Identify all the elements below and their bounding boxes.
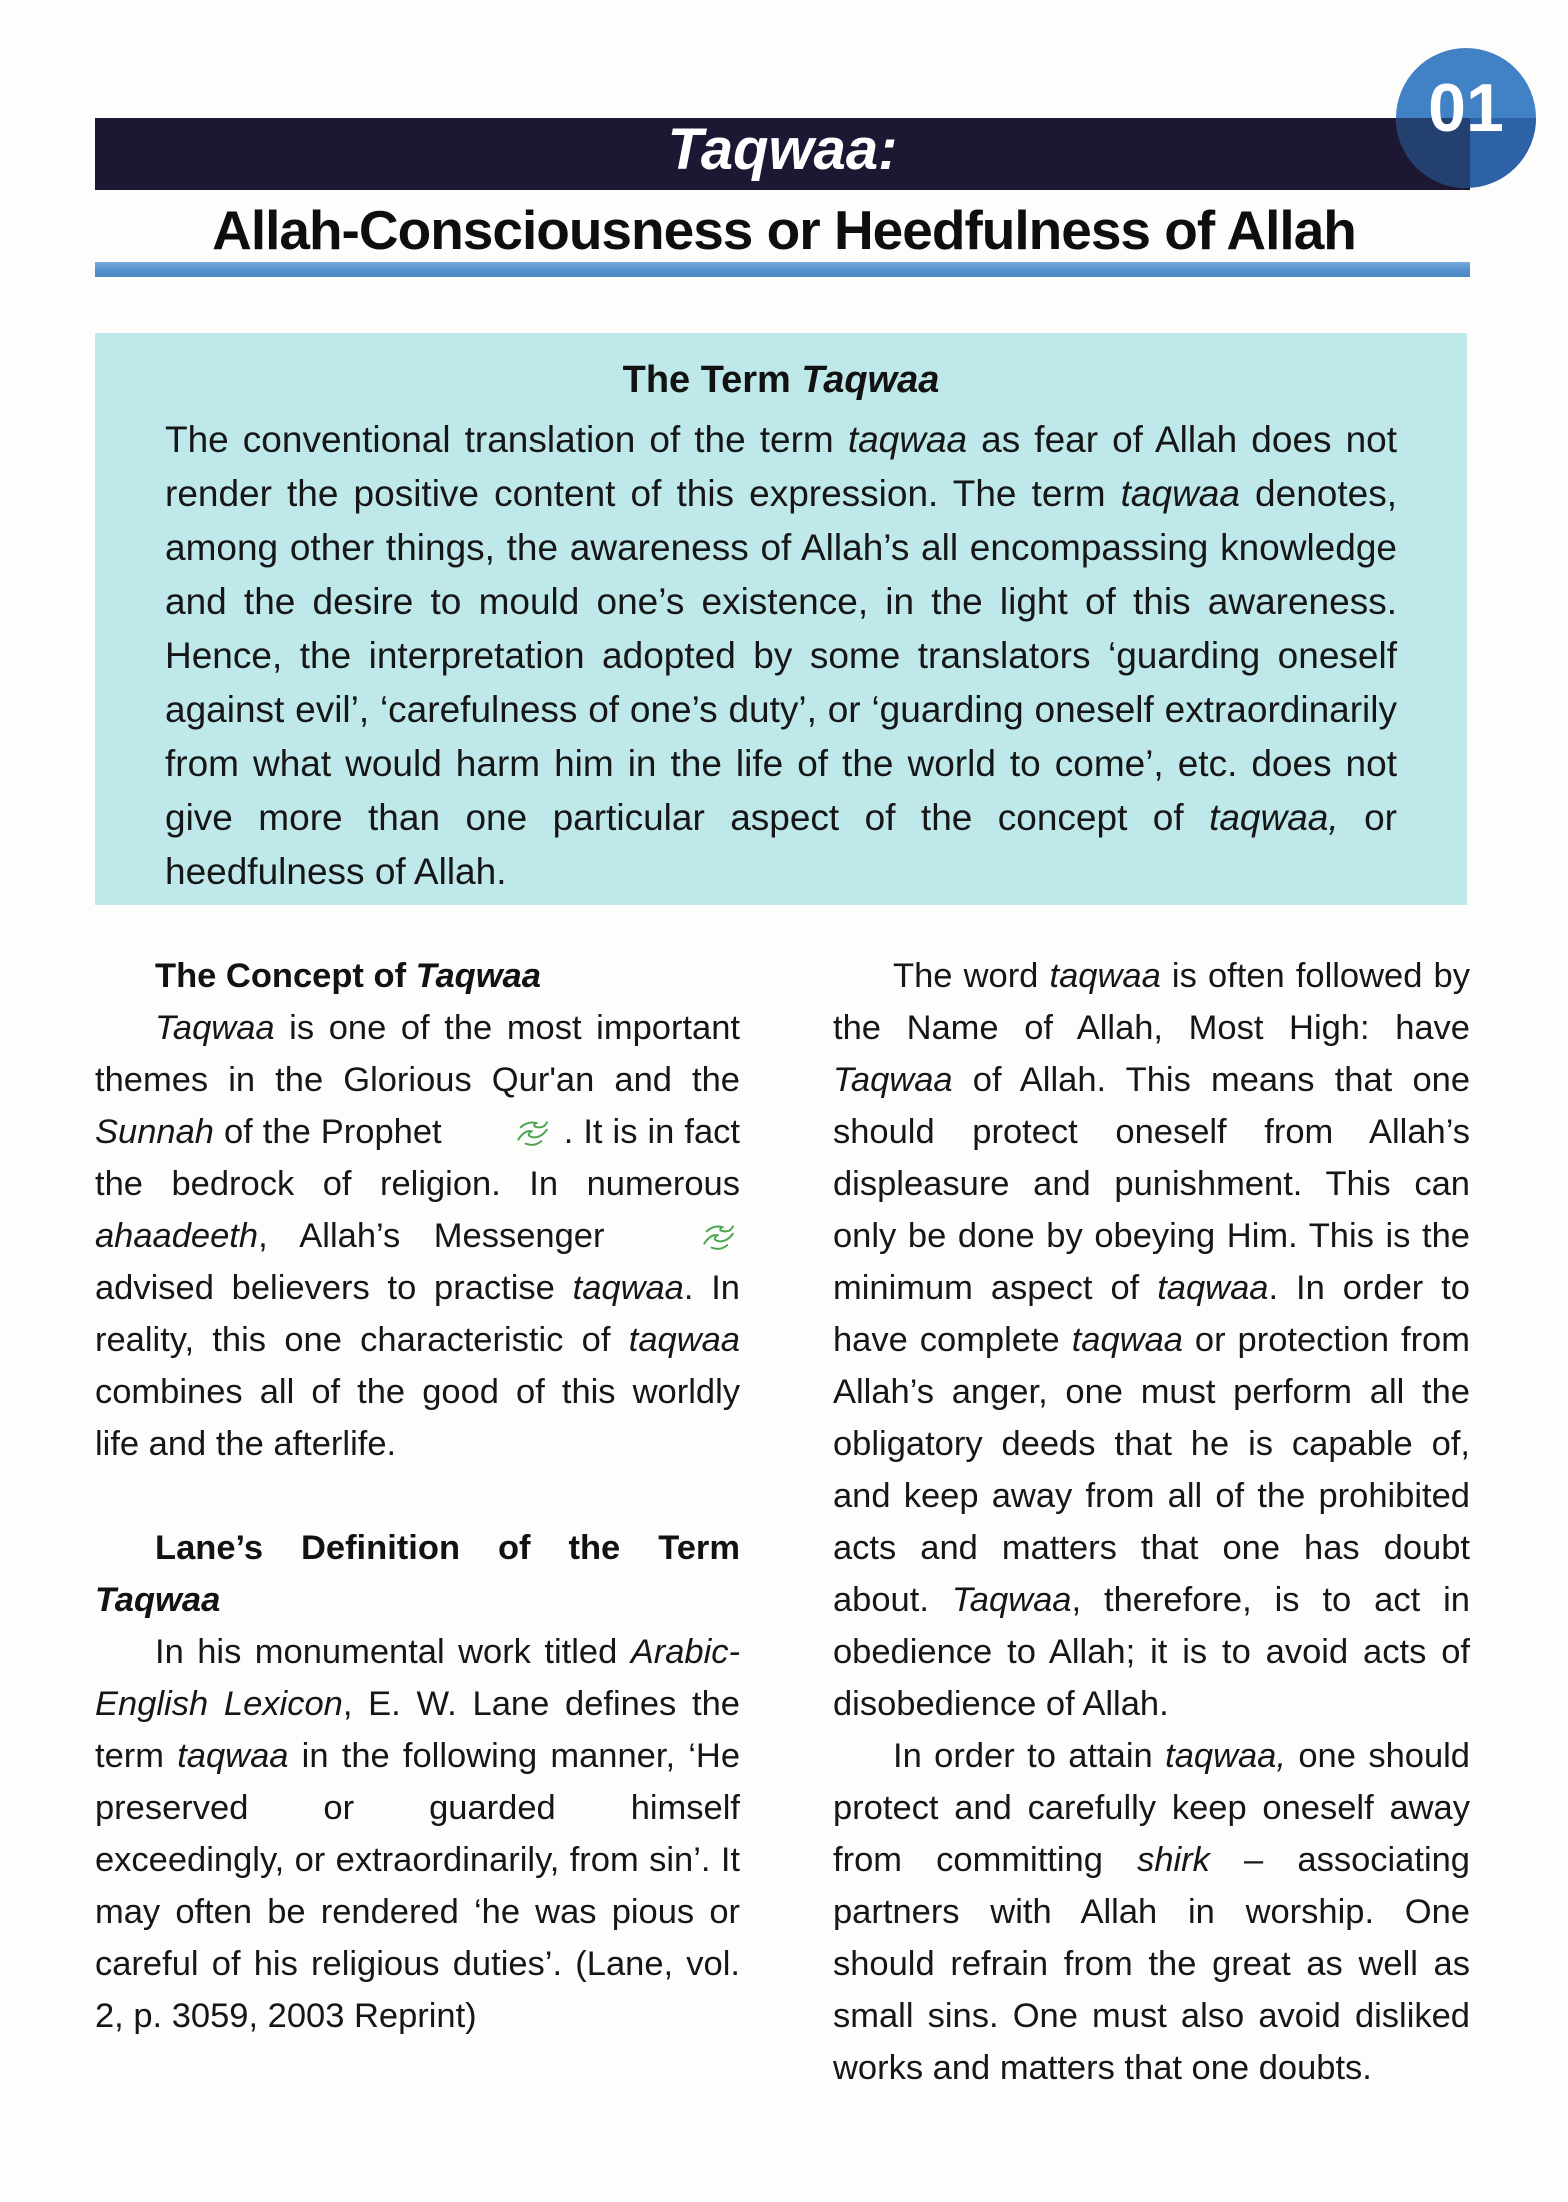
concept-paragraph: Taqwaa is one of the most important themes in the Glorious Qur'an and the Sunnah of the Prophet . It is in fact the bedrock of religion. In numerous ahaadeeth, Allah’s Messenger advised believers to practise taqwaa. In reality, this one characteristic of taqwaa combines all of the good of this worldly life and the afterlife. <box>95 1009 740 1463</box>
column-right <box>833 950 1470 2094</box>
title-rule <box>95 262 1470 277</box>
term-box-body: The conventional translation of the term taqwaa as fear of Allah does not render the positive content of this expression. The term taqwaa denotes, among other things, the awareness of Allah’s all encompassing knowledge and the desire to mould one’s existence, in the light of this awareness. Hence, the interpretation adopted by some translators ‘guarding oneself against evil’, ‘carefulness of one’s duty’, or ‘guarding oneself extraordinarily from what would harm him in the life of the world to come’, etc. does not give more than one particular aspect of the concept of taqwaa, or heedfulness of Allah. <box>165 419 1397 892</box>
two-column-layout <box>95 950 1470 2094</box>
column-left <box>95 950 740 2094</box>
taqwaa-of-allah-paragraph: The word taqwaa is often followed by the Name of Allah, Most High: have Taqwaa of Allah. This means that one should protect oneself from Allah’s displeasure and punishment. This can only be done by obeying Him. This is the minimum aspect of taqwaa. In order to have complete taqwaa or protection from Allah’s anger, one must perform all the obligatory deeds that he is capable of, and keep away from all of the prohibited acts and matters that one has doubt about. Taqwaa, therefore, is to act in obedience to Allah; it is to avoid acts of disobedience of Allah. <box>833 957 1470 1723</box>
page-title: Allah-Consciousness or Heedfulness of Allah <box>212 199 1356 261</box>
chapter-badge <box>1396 48 1536 188</box>
header-title: Taqwaa: <box>667 117 898 182</box>
chapter-number: 01 <box>1428 70 1504 146</box>
pbuh-icon <box>641 1222 737 1252</box>
attain-taqwaa-paragraph: In order to attain taqwaa, one should protect and carefully keep oneself away from committing shirk – associating partners with Allah in worship. One should refrain from the great as well as small sins. One must also avoid disliked works and matters that one doubts. <box>833 1737 1470 2087</box>
lane-heading: Lane’s Definition of the Term Taqwaa <box>95 1529 740 1619</box>
pbuh-icon <box>455 1118 551 1148</box>
concept-heading: The Concept of Taqwaa <box>155 957 541 995</box>
lane-paragraph: In his monumental work titled Arabic-English Lexicon, E. W. Lane defines the term taqwaa in the following manner, ‘He preserved or guarded himself exceedingly, or extraordinarily, from sin’. It may often be rendered ‘he was pious or careful of his religious duties’. (Lane, vol. 2, p. 3059, 2003 Reprint) <box>95 1633 740 2035</box>
header-bar <box>95 118 1470 190</box>
term-box <box>95 333 1467 905</box>
term-box-heading: The Term Taqwaa <box>622 359 940 401</box>
